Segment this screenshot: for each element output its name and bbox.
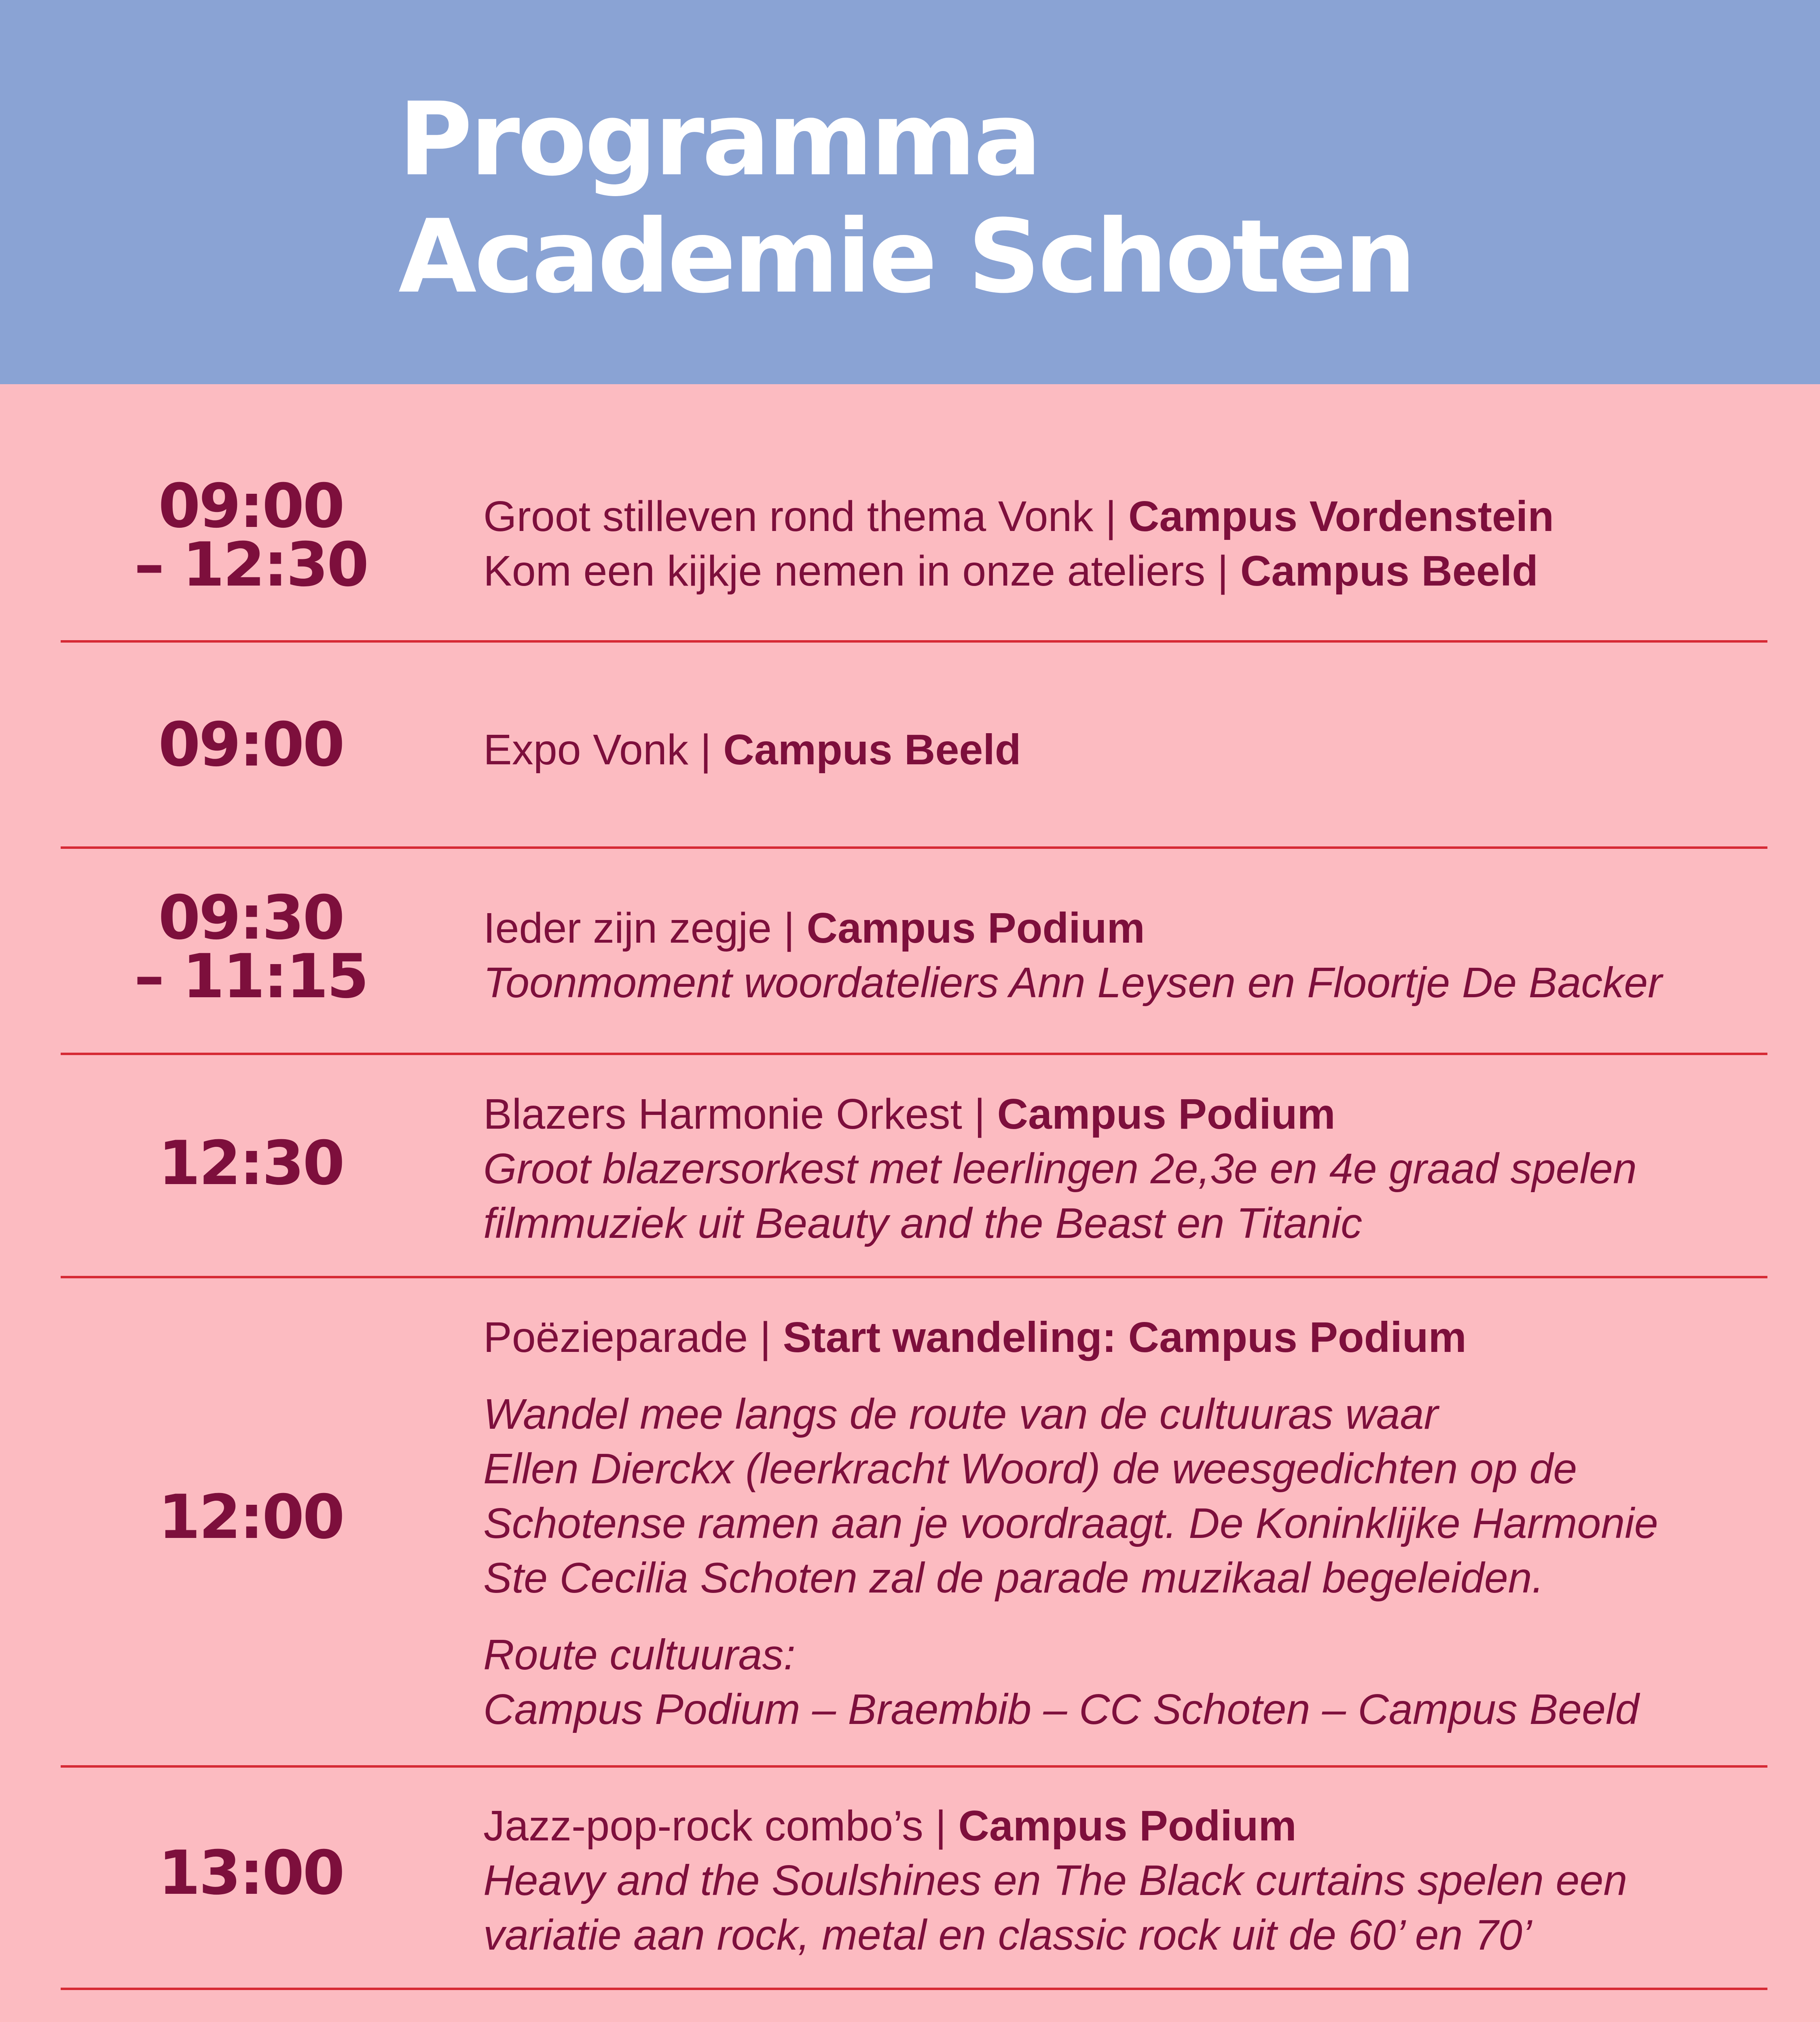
event-line (483, 1310, 1790, 1365)
event-detail: filmmuziek uit Beauty and the Beast en Titanic (483, 1199, 1363, 1247)
event-line (483, 723, 1790, 777)
program-description (483, 723, 1790, 777)
event-detail: Wandel mee langs de route van de cultuuras waar (483, 1390, 1438, 1438)
event-line (483, 489, 1790, 544)
event-location: Start wandeling: Campus Podium (783, 1313, 1467, 1361)
event-detail: Schotense ramen aan je voordraagt. De Koninklijke Harmonie (483, 1500, 1658, 1547)
event-title: Poëzieparade | (483, 1313, 783, 1361)
row-divider (61, 1988, 1767, 1990)
time-start: 12:00 (158, 1482, 343, 1552)
row-divider (61, 1053, 1767, 1055)
event-line (483, 901, 1790, 956)
program-description (483, 1087, 1790, 1251)
page-title (398, 81, 1414, 315)
time-start: 09:30 (158, 883, 343, 953)
event-detail: Groot blazersorkest met leerlingen 2e,3e en 4e graad spelen (483, 1145, 1637, 1193)
time-slot (77, 1838, 425, 1908)
title-line-2: Academie Schoten (398, 198, 1414, 315)
event-title: Kom een kijkje nemen in onze ateliers | (483, 547, 1240, 595)
event-line (483, 1799, 1790, 1853)
row-divider (61, 846, 1767, 849)
event-location: Campus Beeld (723, 726, 1021, 774)
time-start: 09:00 (158, 710, 343, 780)
event-line (483, 544, 1790, 599)
event-title: Expo Vonk | (483, 726, 724, 774)
program-description (483, 1799, 1790, 1963)
time-slot (77, 1482, 425, 1552)
program-description (483, 1310, 1790, 1737)
event-detail: Heavy and the Soulshines en The Black curtains spelen een (483, 1857, 1627, 1904)
event-location: Campus Vordenstein (1128, 493, 1554, 540)
row-divider (61, 640, 1767, 643)
event-location: Campus Podium (997, 1090, 1335, 1138)
time-slot (77, 471, 425, 600)
event-detail: variatie aan rock, metal en classic rock uit de 60’ en 70’ (483, 1911, 1532, 1959)
title-line-1: Programma (398, 80, 1039, 198)
event-location: Campus Podium (806, 904, 1145, 952)
event-title: Jazz-pop-rock combo’s | (483, 1802, 959, 1850)
event-detail: Toonmoment woordateliers Ann Leysen en Floortje De Backer (483, 959, 1662, 1007)
event-title: Groot stilleven rond thema Vonk | (483, 493, 1128, 540)
event-detail: Ste Cecilia Schoten zal de parade muzikaal begeleiden. (483, 1554, 1544, 1602)
program-description (483, 901, 1790, 1010)
header-banner (0, 0, 1820, 384)
event-title: Blazers Harmonie Orkest | (483, 1090, 997, 1138)
row-divider (61, 1276, 1767, 1278)
event-line (483, 1087, 1790, 1142)
time-end: – 11:15 (134, 941, 368, 1012)
event-location: Campus Beeld (1240, 547, 1539, 595)
event-title: Ieder zijn zegje | (483, 904, 807, 952)
event-location: Campus Podium (958, 1802, 1297, 1850)
time-slot (77, 1128, 425, 1199)
event-detail: Ellen Dierckx (leerkracht Woord) de weesgedichten op de (483, 1445, 1577, 1493)
time-start: 13:00 (158, 1838, 343, 1908)
time-slot (77, 710, 425, 780)
route-label: Route cultuuras: (483, 1631, 796, 1679)
route-stops: Campus Podium – Braembib – CC Schoten – Campus Beeld (483, 1686, 1639, 1733)
time-start: 12:30 (158, 1128, 343, 1199)
row-divider (61, 1765, 1767, 1768)
time-slot (77, 883, 425, 1012)
time-end: – 12:30 (134, 530, 368, 600)
program-description (483, 489, 1790, 599)
time-start: 09:00 (158, 471, 343, 541)
